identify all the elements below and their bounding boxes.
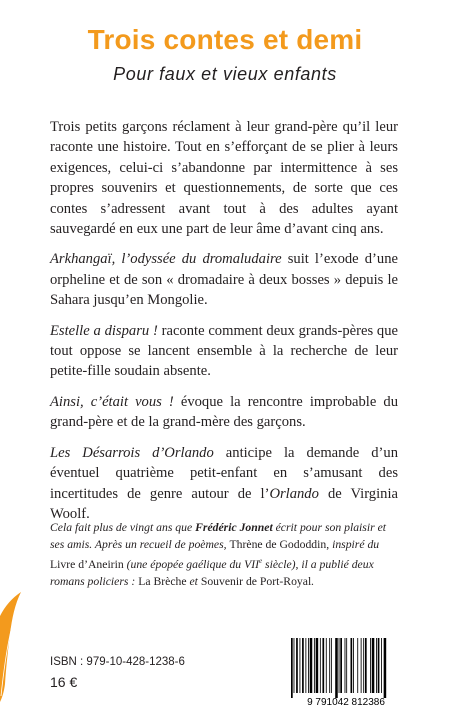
summary-story-4 [50, 443, 398, 525]
summary-story-2 [50, 321, 398, 382]
reference-title: Orlando [269, 485, 319, 502]
author-bio [50, 519, 400, 590]
superscript: e [259, 557, 263, 565]
work-title: Souvenir de Port-Royal [200, 574, 312, 588]
story-description: anticipe la demande d’un éventuel quatrième petit-enfant en s’amusant des incertitudes de genre autour de l’ [50, 444, 399, 502]
bio-text: inspiré du [329, 538, 380, 551]
price: 16 € [50, 674, 78, 690]
story-title: Ainsi, c’était vous ! [50, 393, 174, 410]
author-name: Frédéric Jonnet [195, 521, 273, 534]
work-title: La Brèche [138, 574, 187, 588]
story-description: évoque la rencontre improbable du grand-père et de la grand-mère des garçons. [50, 393, 398, 431]
summary-intro: Trois petits garçons réclament à leur grand-père qu’il leur raconte une histoire. Tout en s’efforçant de se plier à leurs exigences, celui-ci s’abandonne par intermittence à ses propres souvenirs et questionnements, de sorte que ces contes s’adressent avant tout à des adultes ayant sauvegardé en eux une part de leur âme d’avant cinq ans. [50, 119, 398, 238]
summary-story-1 [50, 249, 398, 310]
book-title: Trois contes et demi [87, 24, 363, 55]
story-title: Les Désarrois d’Orlando [50, 444, 214, 461]
story-title: Estelle a disparu ! [50, 322, 158, 339]
bio-text: . [311, 574, 315, 588]
bio-text: siècle), il a publié deux romans policiers : [50, 557, 374, 588]
quill-feather-icon [0, 592, 26, 702]
work-title: Livre d’Aneirin [50, 557, 124, 571]
story-description: raconte comment deux grands-pères que tout oppose se lancent ensemble à la recherche de leur petite-fille soudain absente. [50, 322, 398, 380]
work-title: Thrène de Gododdin, [229, 538, 330, 551]
isbn: ISBN : 979-10-428-1238-6 [50, 656, 185, 668]
back-cover-summary [50, 117, 398, 534]
bio-text: écrit pour son plaisir et ses amis. Après un recueil de poèmes, [50, 521, 387, 551]
bio-text: et [186, 574, 201, 588]
story-description-end: de Virginia Woolf. [50, 485, 398, 522]
barcode-digits: 9 791042 812386 [307, 697, 385, 708]
story-title: Arkhangaï, l’odyssée du dromaludaire [50, 251, 282, 268]
story-description: suit l’exode d’une orpheline et de son « dromadaire à deux bosses » depuis le Sahara jusqu’en Mongolie. [50, 251, 398, 309]
book-subtitle: Pour faux et vieux enfants [113, 64, 337, 84]
barcode [285, 636, 407, 708]
summary-story-3 [50, 392, 398, 433]
bio-text: (une épopée gaélique du VII [123, 557, 259, 571]
bio-text: Cela fait plus de vingt ans que [50, 521, 196, 534]
